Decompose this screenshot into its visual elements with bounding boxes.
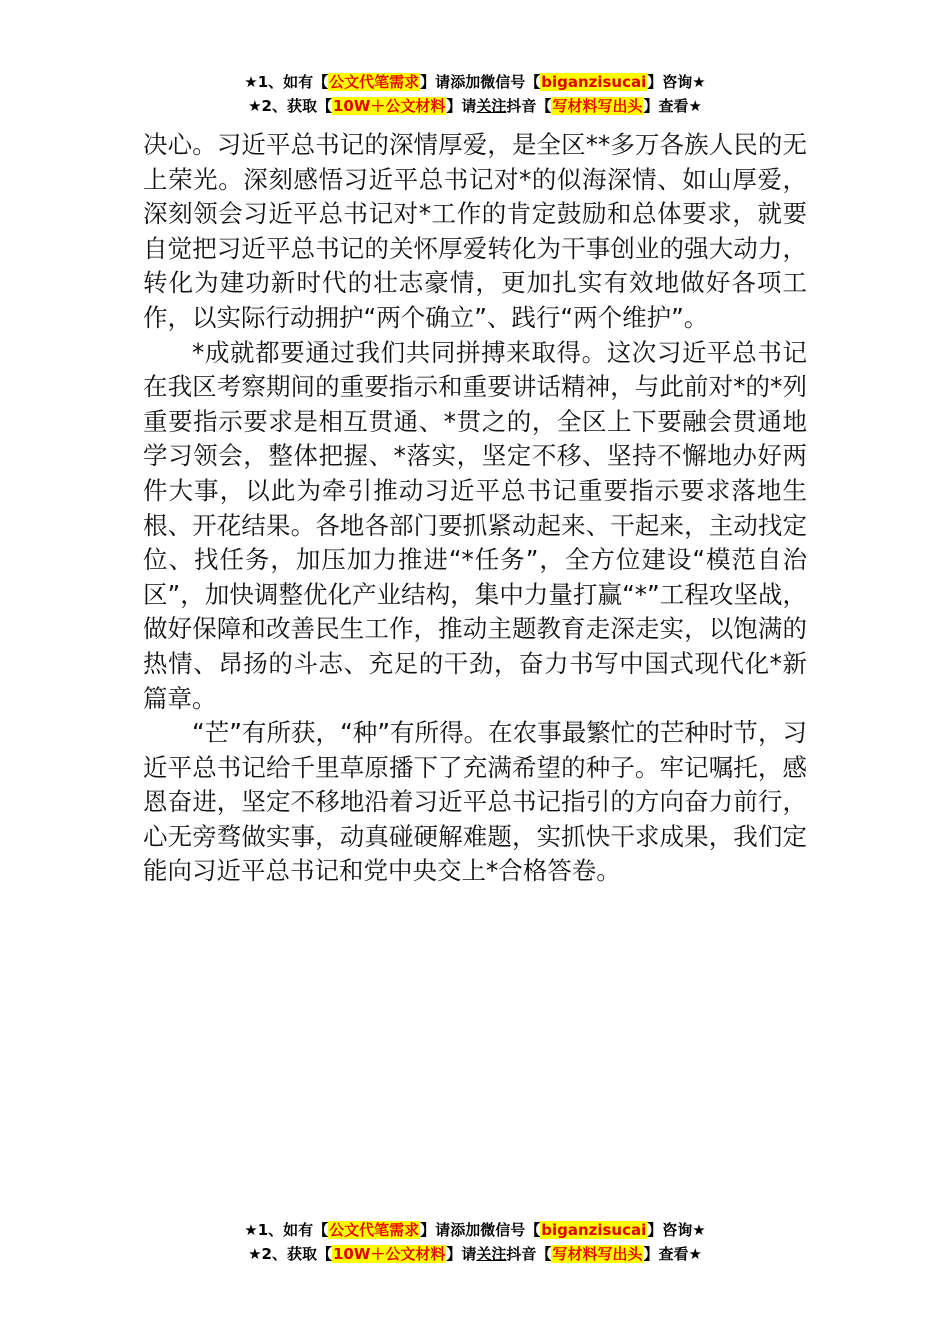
footer-line-2: ★2、获取【10W＋公文材料】请关注抖音【写材料写出头】查看★ [248, 1245, 702, 1263]
document-body [143, 128, 807, 889]
highlight-materials: 10W＋公文材料 [332, 1245, 446, 1263]
paragraph-3: “芒”有所获，“种”有所得。在农事最繁忙的芒种时节，习近平总书记给千里草原播下了充满希望的种子。牢记嘱托，感恩奋进，坚定不移地沿着习近平总书记指引的方向奋力前行，心无旁骛做实事，动真碰硬解难题，实抓快干求成果，我们定能向习近平总书记和党中央交上*合格答卷。 [143, 718, 807, 886]
header-line-2: ★2、获取【10W＋公文材料】请关注抖音【写材料写出头】查看★ [248, 97, 702, 115]
header-line-1: ★1、如有【公文代笔需求】请添加微信号【biganzisucai】咨询★ [244, 73, 706, 91]
footer-line-1: ★1、如有【公文代笔需求】请添加微信号【biganzisucai】咨询★ [244, 1221, 706, 1239]
header-banner [0, 70, 950, 118]
highlight-douyin-account: 写材料写出头 [552, 1245, 643, 1263]
highlight-wechat-id: biganzisucai [541, 73, 647, 91]
footer-banner [0, 1218, 950, 1266]
highlight-materials: 10W＋公文材料 [332, 97, 446, 115]
highlight-douyin-account: 写材料写出头 [552, 97, 643, 115]
paragraph-1: 决心。习近平总书记的深情厚爱，是全区**多万各族人民的无上荣光。深刻感悟习近平总书记对*的似海深情、如山厚爱，深刻领会习近平总书记对*工作的肯定鼓励和总体要求，就要自觉把习近平总书记的关怀厚爱转化为干事创业的强大动力，转化为建功新时代的壮志豪情，更加扎实有效地做好各项工作，以实际行动拥护“两个确立”、践行“两个维护”。 [143, 130, 807, 332]
highlight-wechat-id: biganzisucai [541, 1221, 647, 1239]
highlight-ghostwriting: 公文代笔需求 [329, 1221, 420, 1239]
paragraph-2: *成就都要通过我们共同拼搏来取得。这次习近平总书记在我区考察期间的重要指示和重要讲话精神，与此前对*的*列重要指示要求是相互贯通、*贯之的，全区上下要融会贯通地学习领会，整体把握、*落实，坚定不移、坚持不懈地办好两件大事，以此为牵引推动习近平总书记重要指示要求落地生根、开花结果。各地各部门要抓紧动起来、干起来，主动找定位、找任务，加压加力推进“*任务”，全方位建设“模范自治区”，加快调整优化产业结构，集中力量打赢“*”工程攻坚战，做好保障和改善民生工作，推动主题教育走深走实，以饱满的热情、昂扬的斗志、充足的干劲，奋力书写中国式现代化*新篇章。 [143, 337, 807, 713]
highlight-ghostwriting: 公文代笔需求 [329, 73, 420, 91]
